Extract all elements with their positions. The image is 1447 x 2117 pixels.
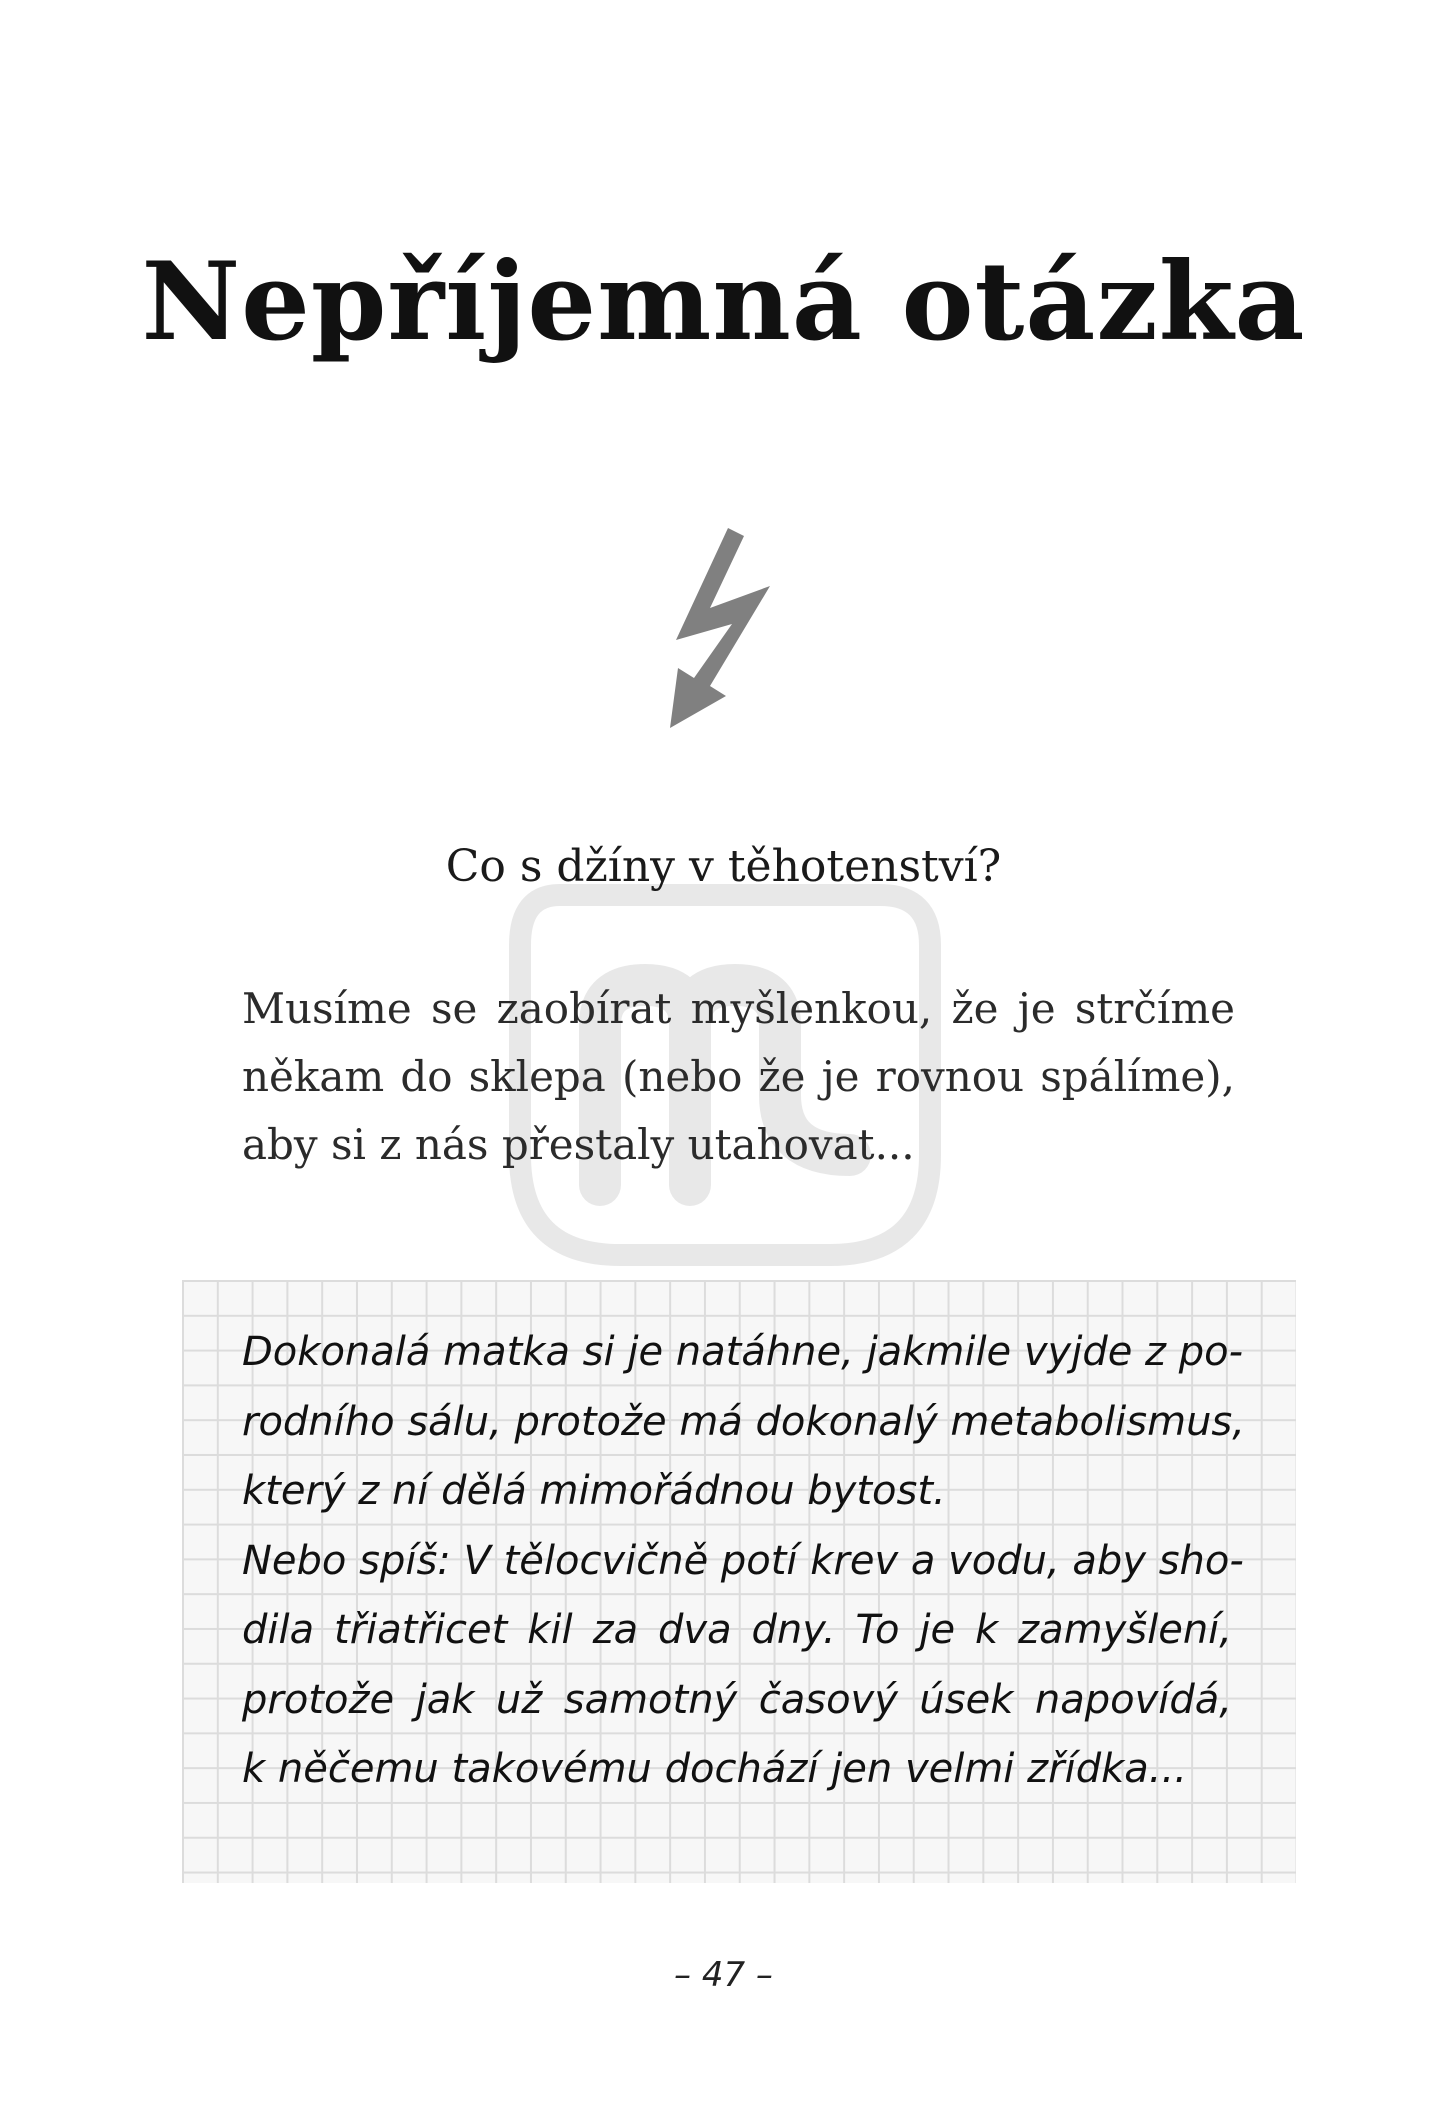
- note-line: který z ní dělá mimořádnou bytost.: [242, 1468, 946, 1514]
- intro-line: Musíme se zaobírat myšlenkou, že je strčíme: [242, 984, 1235, 1033]
- handwritten-note: [242, 1318, 1245, 1805]
- section-question: Co s džíny v těhotenství?: [445, 841, 1002, 892]
- intro-line: aby si z nás přestaly utahovat...: [242, 1120, 915, 1169]
- note-line: k něčemu takovému dochází jen velmi zřídka...: [242, 1746, 1187, 1792]
- page-title: Nepříjemná otázka: [141, 239, 1306, 365]
- note-line: Dokonalá matka si je natáhne, jakmile vyjde z po-: [242, 1329, 1244, 1375]
- note-line: dila třiatřicet kil za dva dny. To je k zamyšlení,: [242, 1607, 1232, 1653]
- note-line: rodního sálu, protože má dokonalý metabolismus,: [242, 1398, 1245, 1445]
- note-line: protože jak už samotný časový úsek napovídá,: [242, 1676, 1232, 1723]
- intro-paragraph: [242, 975, 1235, 1179]
- page-number: – 47 –: [674, 1955, 773, 1995]
- intro-line: někam do sklepa (nebo že je rovnou spálíme),: [242, 1052, 1235, 1101]
- lightning-bolt-icon: [660, 528, 810, 738]
- note-line: Nebo spíš: V tělocvičně potí krev a vodu, aby sho-: [242, 1537, 1244, 1584]
